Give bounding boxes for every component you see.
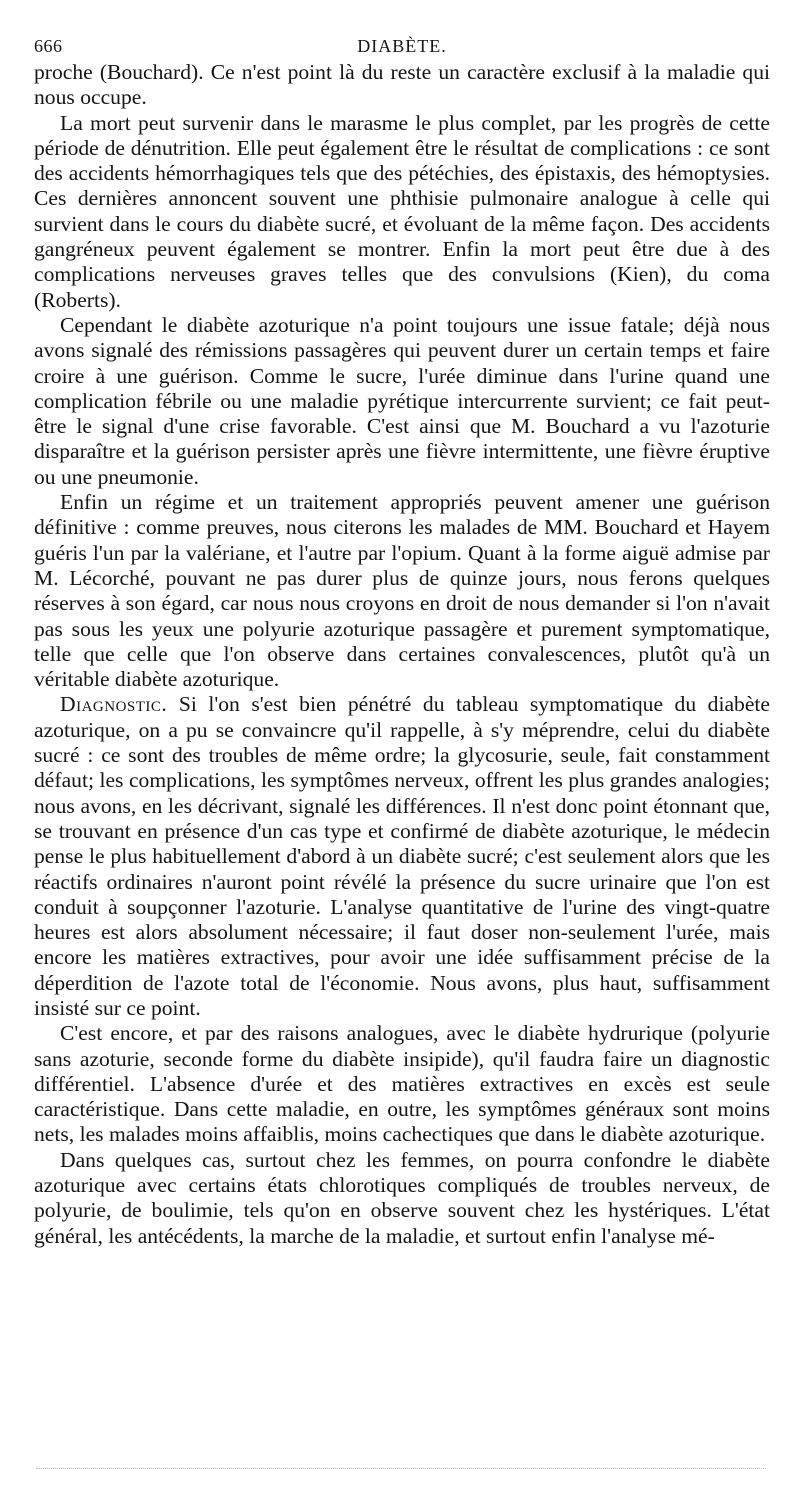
paragraph-diagnostic bbox=[34, 692, 770, 1021]
running-title: DIABÈTE. bbox=[357, 36, 447, 56]
paragraph-continuation bbox=[34, 60, 770, 111]
body-text bbox=[34, 60, 770, 1249]
section-heading-diagnostic: Diagnostic. bbox=[60, 692, 168, 717]
paragraph-guerison bbox=[34, 490, 770, 692]
running-head bbox=[34, 30, 770, 60]
paragraph-hydrurique bbox=[34, 1021, 770, 1147]
paragraph-text: Enfin un régime et un traitement appropriés peuvent amener une guérison définitive : comme preuves, nous citerons les malades de MM. Bouchard et Hayem guéris l'un par la valériane, et l'autre par l'opium. Quant à la forme aiguë admise par M. Lécorché, pouvant ne pas durer plus de quinze jours, nous ferons quelques réserves à son égard, car nous nous croyons en droit de nous demander si l'on n'avait pas sous les yeux une polyurie azoturique passagère et purement symptomatique, telle que celle que l'on observe dans certaines convalescences, plutôt qu'à un véritable diabète azoturique. bbox=[34, 490, 770, 692]
paragraph-chlorotiques bbox=[34, 1148, 770, 1249]
paragraph-text: Dans quelques cas, surtout chez les femmes, on pourra confondre le diabète azoturique avec certains états chlorotiques compliqués de troubles nerveux, de polyurie, de boulimie, tels qu'on en observe souvent chez les hystériques. L'état général, les antécédents, la marche de la maladie, et surtout enfin l'analyse mé- bbox=[34, 1147, 770, 1248]
paragraph-text: C'est encore, et par des raisons analogues, avec le diabète hydrurique (polyurie sans azoturie, seconde forme du diabète insipide), qu'il faudra faire un diagnostic différentiel. L'absence d'urée et des matières extractives en excès est seule caractéristique. Dans cette maladie, en outre, les symptômes généraux sont moins nets, les malades moins affaiblis, moins cachectiques que dans le diabète azoturique. bbox=[34, 1021, 770, 1147]
paragraph-mort bbox=[34, 111, 770, 313]
paragraph-text: Cependant le diabète azoturique n'a point toujours une issue fatale; déjà nous avons signalé des rémissions passagères qui peuvent durer un certain temps et faire croire à une guérison. Comme le sucre, l'urée diminue dans l'urine quand une complication fébrile ou une maladie pyrétique intercurrente survient; ce fait peut-être le signal d'une crise favorable. C'est ainsi que M. Bouchard a vu l'azoturie disparaître et la guérison persister après une fièvre intermittente, une fièvre éruptive ou une pneumonie. bbox=[34, 312, 770, 489]
paragraph-remissions bbox=[34, 313, 770, 490]
book-page bbox=[34, 30, 770, 1249]
footer-rule bbox=[36, 1468, 766, 1469]
paragraph-text: proche (Bouchard). Ce n'est point là du reste un caractère exclusif à la maladie qui nous occupe. bbox=[34, 60, 770, 110]
paragraph-text: La mort peut survenir dans le marasme le plus complet, par les progrès de cette période de dénutrition. Elle peut également être le résultat de complications : ce sont des accidents hémorrhagiques tels que des pétéchies, des épistaxis, des hémoptysies. Ces dernières annoncent souvent une phthisie pulmonaire analogue à celle qui survient dans le cours du diabète sucré, et évoluant de la même façon. Des accidents gangréneux peuvent également se montrer. Enfin la mort peut être due à des complications nerveuses graves telles que des convulsions (Kien), du coma (Roberts). bbox=[34, 110, 770, 312]
paragraph-text: Si l'on s'est bien pénétré du tableau symptomatique du diabète azoturique, on a pu se convaincre qu'il rappelle, à s'y méprendre, celui du diabète sucré : ce sont des troubles de même ordre; la glycosurie, seule, fait constamment défaut; les complications, les symptômes nerveux, offrent les plus grandes analogies; nous avons, en les décrivant, signalé les différences. Il n'est donc point étonnant que, se trouvant en présence d'un cas type et confirmé de diabète azoturique, le médecin pense le plus habituellement d'abord à un diabète sucré; c'est seulement alors que les réactifs ordinaires n'auront point révélé la présence du sucre urinaire que l'on est conduit à soupçonner l'azoturie. L'analyse quantitative de l'urine des vingt-quatre heures est alors absolument nécessaire; il faut doser non-seulement l'urée, mais encore les matières extractives, pour avoir une idée suffisamment précise de la déperdition de l'azote total de l'économie. Nous avons, plus haut, suffisamment insisté sur ce point. bbox=[34, 692, 770, 1020]
page-number: 666 bbox=[34, 36, 63, 56]
